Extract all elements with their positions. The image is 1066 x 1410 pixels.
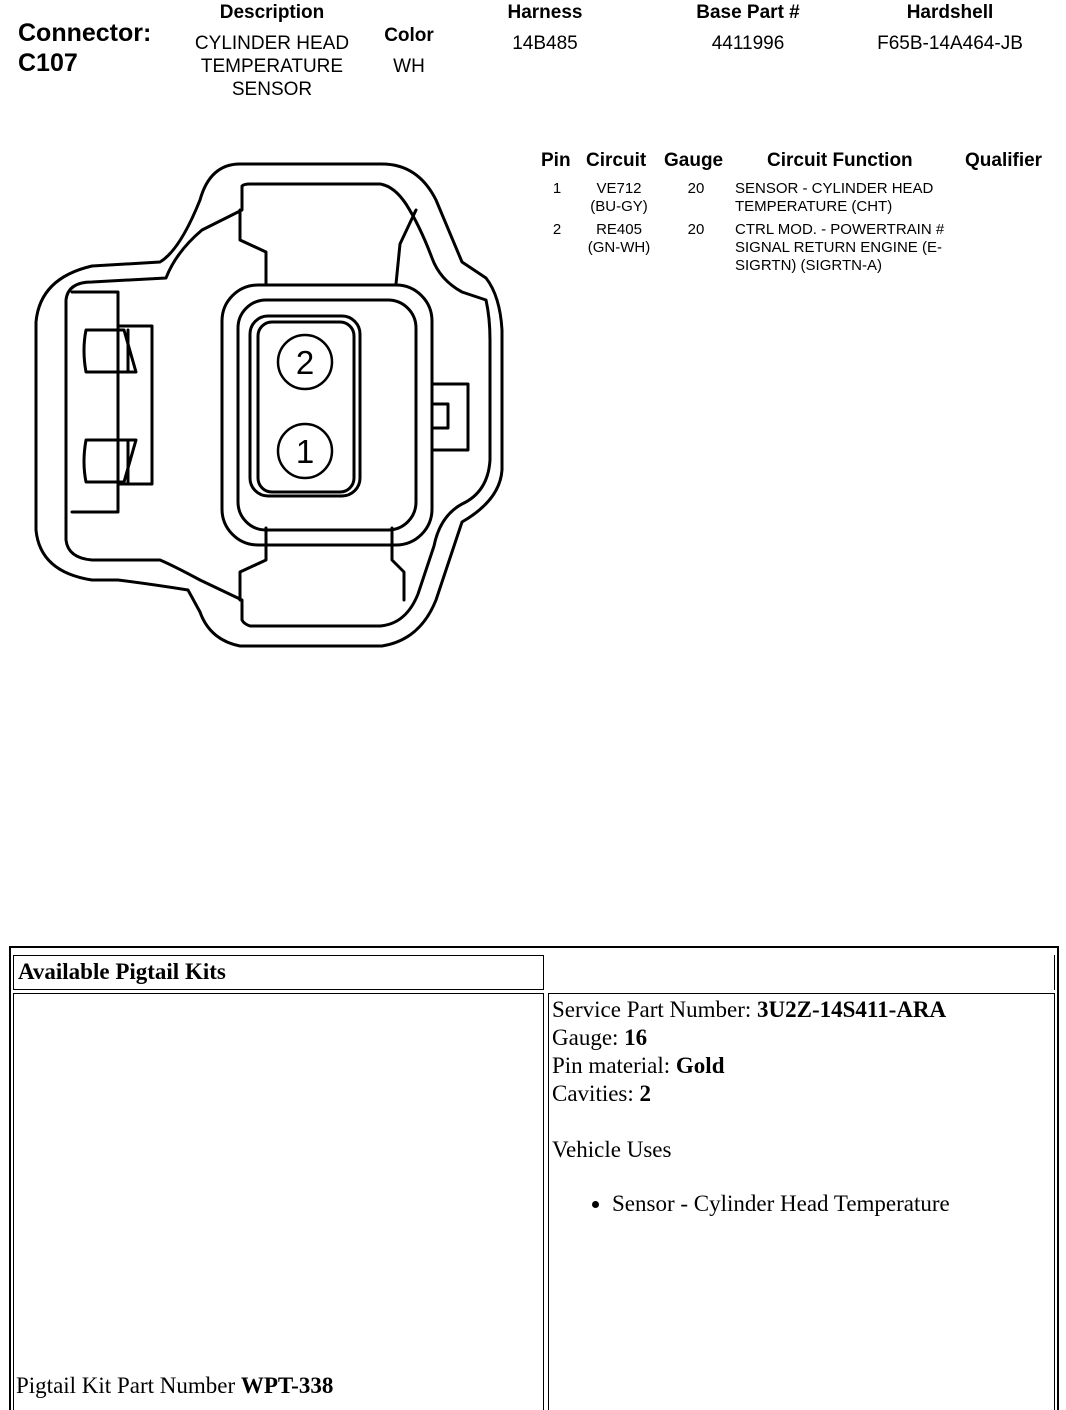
service-part-number: Service Part Number: 3U2Z-14S411-ARA	[552, 997, 947, 1022]
right-latch-bar	[432, 404, 448, 428]
base-part-header: Base Part #	[696, 2, 800, 23]
left-latch-outer	[72, 292, 118, 512]
hardshell-header: Hardshell	[906, 2, 994, 23]
connector-inner-shell	[66, 184, 490, 626]
bottom-key	[240, 528, 266, 600]
pigtail-kits-title: Available Pigtail Kits	[13, 955, 544, 990]
circuit-color: (GN-WH)	[587, 239, 651, 256]
description-header: Description	[219, 2, 325, 23]
pigtail-kit-part-number: Pigtail Kit Part Number WPT-338	[16, 1373, 334, 1398]
pigtail-image-cell	[13, 993, 544, 1410]
circuit-code: RE405	[596, 221, 642, 238]
top-key	[240, 210, 266, 284]
function-column-header: Circuit Function	[767, 150, 913, 171]
hardshell-value: F65B-14A464-JB	[877, 33, 1023, 54]
description-value	[186, 32, 358, 101]
connector-label-text: Connector:	[18, 19, 152, 47]
connector-label	[18, 18, 151, 78]
bottom-key-right	[392, 528, 404, 600]
pin-column-header: Pin	[541, 150, 571, 171]
function-line: CTRL MOD. - POWERTRAIN #	[735, 221, 945, 238]
pigtail-header-blank	[548, 955, 1055, 990]
right-latch	[432, 384, 468, 450]
color-header: Color	[384, 25, 434, 46]
cavities: Cavities: 2	[552, 1081, 652, 1106]
base-part-value: 4411996	[711, 33, 785, 54]
connector-id: C107	[18, 49, 78, 77]
gauge-cell: 20	[687, 180, 705, 197]
vehicle-use-item: • Sensor - Cylinder Head Temperature	[612, 1190, 950, 1218]
circuit-column-header: Circuit	[586, 150, 647, 171]
harness-value: 14B485	[512, 33, 578, 54]
pigtail-gauge: Gauge: 16	[552, 1025, 648, 1050]
vehicle-uses-label: Vehicle Uses	[552, 1137, 672, 1162]
pin-number: 1	[552, 180, 562, 197]
top-key-right	[396, 210, 416, 284]
function-line: SIGRTN) (SIGRTN-A)	[735, 257, 882, 274]
function-cell	[735, 180, 933, 216]
circuit-cell	[576, 221, 662, 257]
pigtail-details	[552, 996, 950, 1218]
gauge-column-header: Gauge	[664, 150, 724, 171]
harness-header: Harness	[507, 2, 583, 23]
description-line: CYLINDER HEAD	[194, 33, 350, 54]
pin-label-2: 2	[295, 344, 315, 381]
connector-face-diagram	[0, 140, 520, 660]
left-latch-frame	[118, 326, 152, 484]
function-cell	[735, 221, 944, 275]
pin-material: Pin material: Gold	[552, 1053, 725, 1078]
qualifier-column-header: Qualifier	[965, 150, 1043, 171]
gauge-cell: 20	[687, 221, 705, 238]
pin-label-1: 1	[295, 433, 315, 470]
circuit-color: (BU-GY)	[590, 198, 648, 215]
function-line: TEMPERATURE (CHT)	[735, 198, 893, 215]
vehicle-uses-list	[552, 1190, 950, 1218]
circuit-cell	[576, 180, 662, 216]
function-line: SIGNAL RETURN ENGINE (E-	[735, 239, 942, 256]
color-value: WH	[393, 56, 425, 77]
description-line: TEMPERATURE	[200, 56, 344, 77]
description-line: SENSOR	[231, 79, 313, 100]
pin-number: 2	[552, 221, 562, 238]
circuit-code: VE712	[596, 180, 642, 197]
function-line: SENSOR - CYLINDER HEAD	[735, 180, 934, 197]
